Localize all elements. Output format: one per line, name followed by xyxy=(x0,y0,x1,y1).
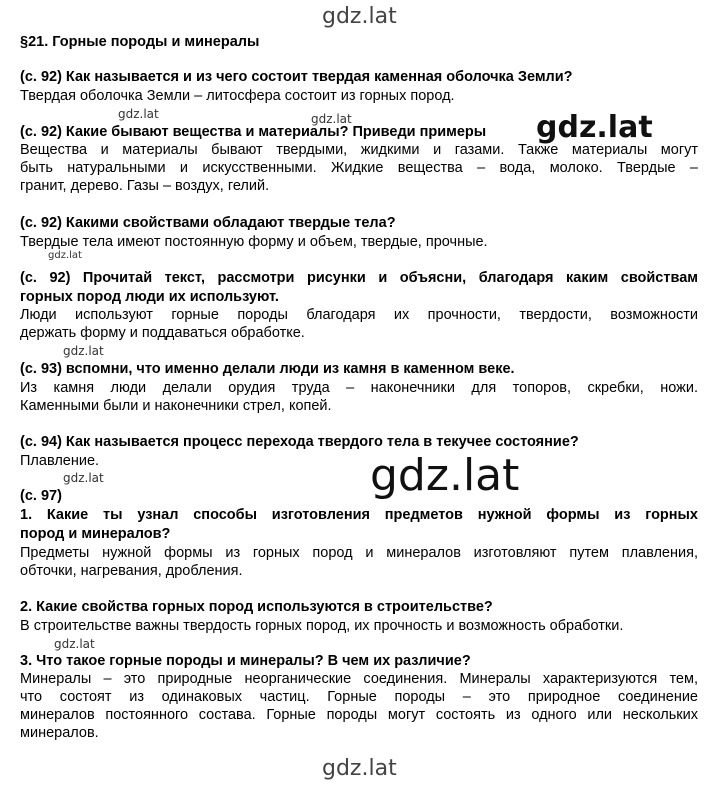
watermark-small: gdz.lat xyxy=(311,112,352,126)
watermark-small: gdz.lat xyxy=(63,344,104,358)
question-7-line-2: пород и минералов? xyxy=(20,526,171,542)
question-9: 3. Что такое горные породы и минералы? В чем их различие? xyxy=(20,653,471,669)
answer-5-line-2: Каменными были и наконечники стрел, копей. xyxy=(20,398,332,414)
answer-7-line-1: Предметы нужной формы из горных пород и минералов изготовляют путем плавления, xyxy=(20,545,698,561)
watermark-top: gdz.lat xyxy=(322,4,397,29)
answer-2-line-3: гранит, дерево. Газы – воздух, гелий. xyxy=(20,178,270,194)
question-4-line-1: (с. 92) Прочитай текст, рассмотри рисунки и объясни, благодаря каким свойствам xyxy=(20,270,698,286)
question-7-line-1: 1. Какие ты узнал способы изготовления предметов нужной формы из горных xyxy=(20,507,698,523)
watermark-bottom: gdz.lat xyxy=(322,756,397,781)
answer-3: Твердые тела имеют постоянную форму и объем, твердые, прочные. xyxy=(20,234,488,250)
answer-8: В строительстве важны твердость горных пород, их прочность и возможность обработки. xyxy=(20,618,624,634)
answer-9-line-4: минералов. xyxy=(20,725,99,741)
question-2: (с. 92) Какие бывают вещества и материалы? Приведи примеры xyxy=(20,124,487,140)
answer-2-line-2: быть натуральными и искусственными. Жидкие вещества – вода, молоко. Твердые – xyxy=(20,160,698,176)
answer-7-line-2: обточки, нагревания, дробления. xyxy=(20,563,243,579)
question-8: 2. Какие свойства горных пород используются в строительстве? xyxy=(20,599,493,615)
answer-9-line-1: Минералы – это природные неорганические соединения. Минералы характеризуются тем, xyxy=(20,671,698,687)
answer-9-line-3: минералов постоянного состава. Горные породы могут состоять из одного или нескольких xyxy=(20,707,698,723)
question-6: (с. 94) Как называется процесс перехода твердого тела в текучее состояние? xyxy=(20,434,579,450)
watermark-small: gdz.lat xyxy=(48,250,82,261)
section-title: §21. Горные породы и минералы xyxy=(20,34,260,50)
answer-2-line-1: Вещества и материалы бывают твердыми, жидкими и газами. Также материалы могут xyxy=(20,142,698,158)
answer-5-line-1: Из камня люди делали орудия труда – наконечники для топоров, скребки, ножи. xyxy=(20,380,698,396)
question-5: (с. 93) вспомни, что именно делали люди из камня в каменном веке. xyxy=(20,361,515,377)
question-1: (с. 92) Как называется и из чего состоит твердая каменная оболочка Земли? xyxy=(20,69,573,85)
question-3: (с. 92) Какими свойствами обладают твердые тела? xyxy=(20,215,396,231)
watermark-small: gdz.lat xyxy=(63,471,104,485)
answer-4-line-1: Люди используют горные породы благодаря их прочности, твердости, возможности xyxy=(20,307,698,323)
watermark-large: gdz.lat xyxy=(370,450,520,501)
answer-1: Твердая оболочка Земли – литосфера состоит из горных пород. xyxy=(20,88,455,104)
answer-6: Плавление. xyxy=(20,453,100,469)
watermark-small: gdz.lat xyxy=(118,107,159,121)
watermark-small: gdz.lat xyxy=(54,637,95,651)
watermark-bold: gdz.lat xyxy=(536,110,653,145)
question-4-line-2: горных пород люди их используют. xyxy=(20,289,279,305)
answer-9-line-2: что состоят из одинаковых частиц. Горные породы – это природное соединение xyxy=(20,689,698,705)
answer-4-line-2: держать форму и поддаваться обработке. xyxy=(20,325,305,341)
page-ref-97: (с. 97) xyxy=(20,488,62,504)
